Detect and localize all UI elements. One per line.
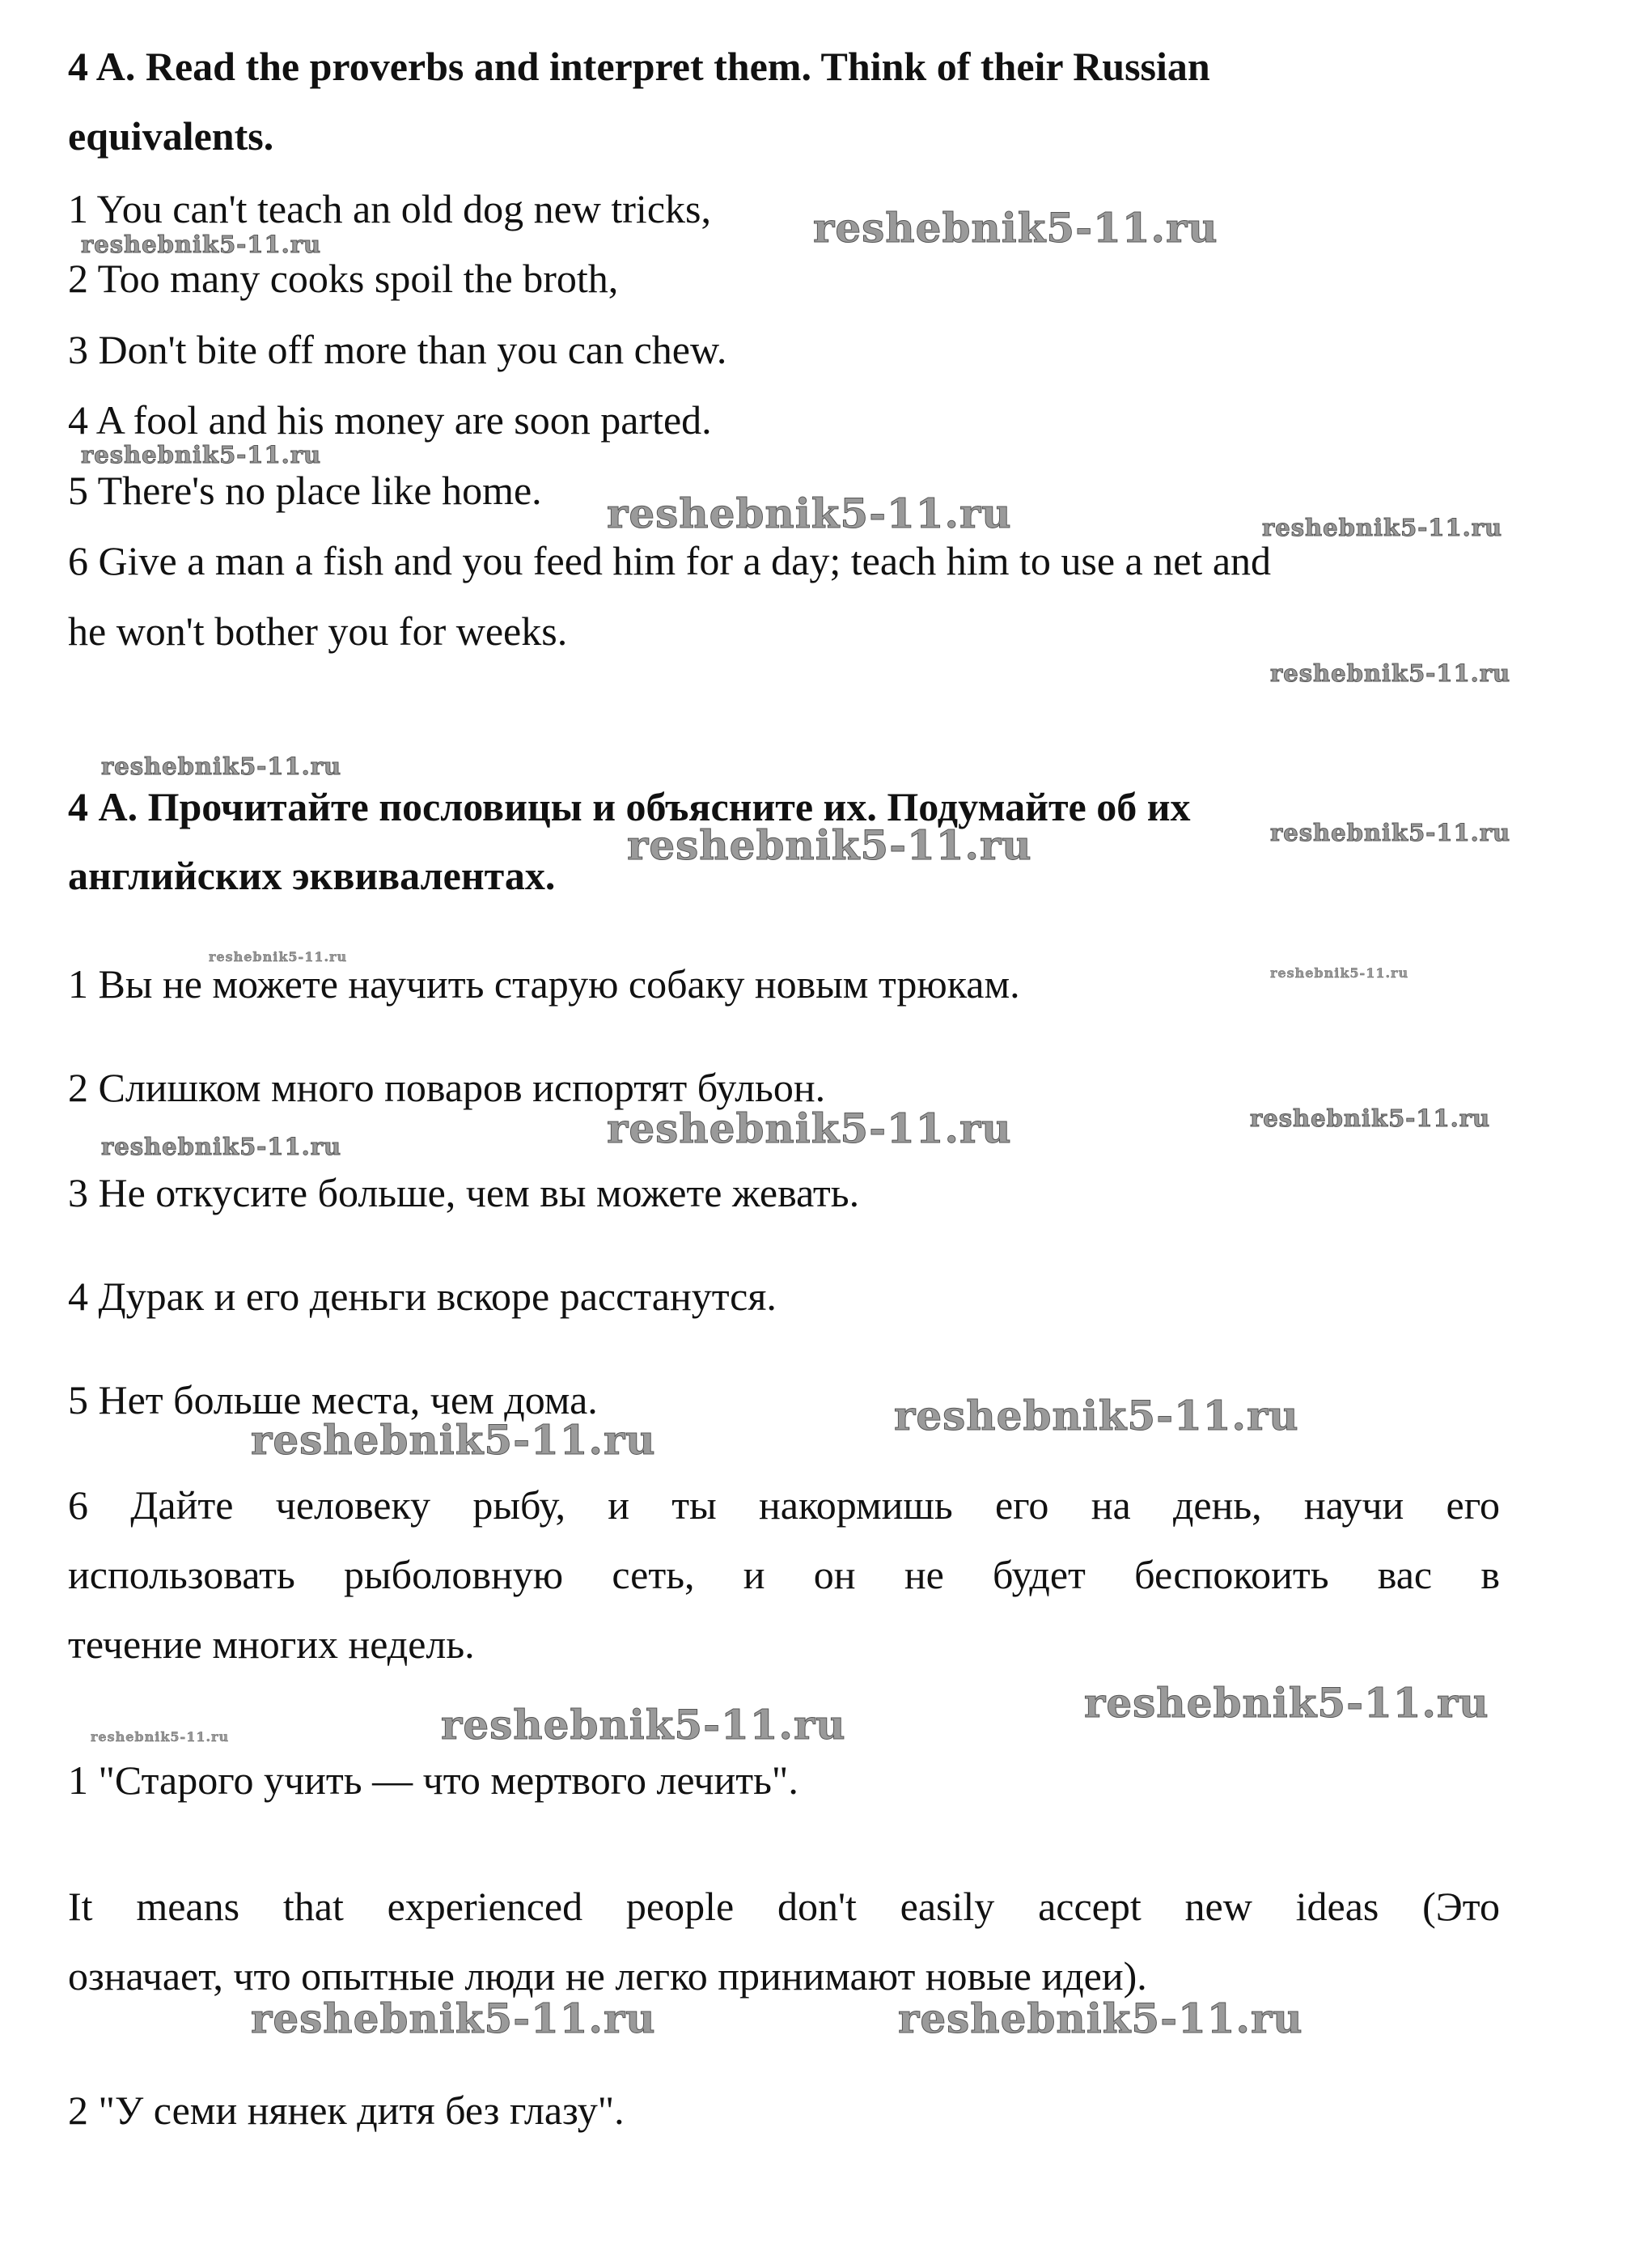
english-heading-line2: equivalents. bbox=[68, 113, 274, 159]
russian-proverb-4: 4 Дурак и его деньги вскоре расстанутся. bbox=[68, 1274, 777, 1319]
russian-heading-line2: английских эквивалентах. bbox=[68, 853, 556, 898]
english-proverb-1: 1 You can't teach an old dog new tricks, bbox=[68, 186, 711, 231]
watermark: reshebnik5-11.ru bbox=[1270, 965, 1409, 981]
watermark: reshebnik5-11.ru bbox=[101, 752, 342, 780]
english-proverb-3: 3 Don't bite off more than you can chew. bbox=[68, 327, 727, 372]
watermark: reshebnik5-11.ru bbox=[894, 1392, 1299, 1439]
english-proverb-4: 4 A fool and his money are soon parted. bbox=[68, 397, 712, 443]
watermark: reshebnik5-11.ru bbox=[607, 1104, 1012, 1152]
watermark: reshebnik5-11.ru bbox=[251, 1995, 656, 2042]
russian-proverb-2: 2 Слишком много поваров испортят бульон. bbox=[68, 1065, 826, 1110]
watermark: reshebnik5-11.ru bbox=[81, 441, 322, 468]
watermark: reshebnik5-11.ru bbox=[441, 1701, 846, 1749]
russian-proverb-1: 1 Вы не можете научить старую собаку новым трюкам. bbox=[68, 961, 1020, 1007]
watermark: reshebnik5-11.ru bbox=[898, 1995, 1303, 2042]
english-proverb-2: 2 Too many cooks spoil the broth, bbox=[68, 256, 619, 301]
russian-proverb-6-line2: использовать рыболовную сеть, и он не будет беспокоить вас в bbox=[68, 1552, 1500, 1597]
watermark: reshebnik5-11.ru bbox=[209, 949, 348, 964]
answer-2-title: 2 "У семи нянек дитя без глазу". bbox=[68, 2088, 625, 2133]
watermark: reshebnik5-11.ru bbox=[1250, 1104, 1491, 1132]
russian-heading-line1: 4 А. Прочитайте пословицы и объясните их. Подумайте об их bbox=[68, 784, 1191, 829]
russian-proverb-5: 5 Нет больше места, чем дома. bbox=[68, 1377, 598, 1422]
watermark: reshebnik5-11.ru bbox=[251, 1416, 656, 1464]
russian-proverb-3: 3 Не откусите больше, чем вы можете жевать. bbox=[68, 1170, 860, 1215]
english-heading-line1: 4 A. Read the proverbs and interpret them. Think of their Russian bbox=[68, 44, 1210, 89]
watermark: reshebnik5-11.ru bbox=[1270, 819, 1511, 846]
watermark: reshebnik5-11.ru bbox=[81, 231, 322, 258]
watermark: reshebnik5-11.ru bbox=[91, 1729, 230, 1744]
english-proverb-6-line2: he won't bother you for weeks. bbox=[68, 608, 568, 654]
watermark: reshebnik5-11.ru bbox=[1262, 514, 1503, 541]
watermark: reshebnik5-11.ru bbox=[627, 821, 1032, 869]
answer-1-text-line2: означает, что опытные люди не легко принимают новые идеи). bbox=[68, 1953, 1147, 1999]
answer-1-title: 1 "Старого учить — что мертвого лечить". bbox=[68, 1757, 798, 1803]
russian-proverb-6-line1: 6 Дайте человеку рыбу, и ты накормишь его на день, научи его bbox=[68, 1482, 1500, 1528]
answer-1-text-line1: It means that experienced people don't easily accept new ideas (Это bbox=[68, 1884, 1500, 1929]
watermark: reshebnik5-11.ru bbox=[101, 1133, 342, 1160]
watermark: reshebnik5-11.ru bbox=[1084, 1679, 1489, 1727]
english-proverb-5: 5 There's no place like home. bbox=[68, 468, 542, 513]
watermark: reshebnik5-11.ru bbox=[1270, 659, 1511, 687]
russian-proverb-6-line3: течение многих недель. bbox=[68, 1621, 475, 1667]
watermark: reshebnik5-11.ru bbox=[813, 204, 1218, 252]
watermark: reshebnik5-11.ru bbox=[607, 490, 1012, 537]
english-proverb-6-line1: 6 Give a man a fish and you feed him for a day; teach him to use a net and bbox=[68, 538, 1272, 583]
